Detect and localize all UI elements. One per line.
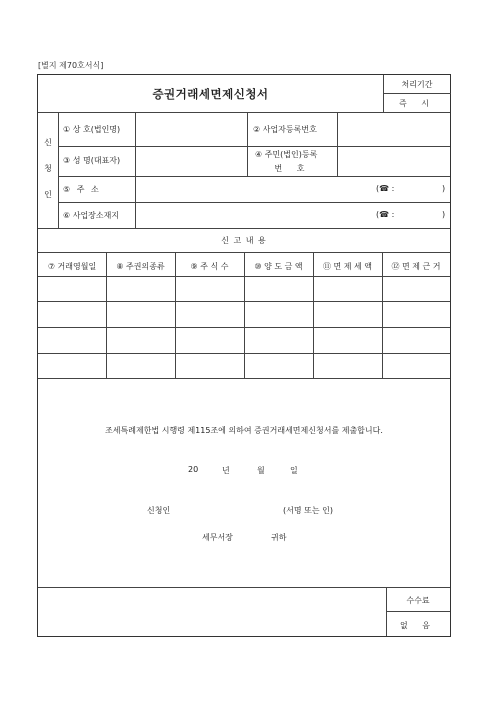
honorific-label: 귀하 (271, 533, 287, 542)
applicant-section-char: 인 (44, 190, 52, 199)
divider (38, 378, 450, 379)
day-label: 일 (290, 466, 298, 475)
table-row[interactable] (39, 328, 449, 352)
applicant-section-char: 청 (44, 164, 52, 173)
form-id: [별지 제70호서식] (38, 61, 104, 70)
divider (58, 112, 59, 228)
signature-label: (서명 또는 인) (283, 506, 333, 515)
processing-period-value: 즉 시 (399, 99, 435, 108)
workplace-phone-label: (☎ : (376, 210, 395, 219)
address-label: ⑤ 주 소 (63, 185, 101, 194)
resident-no-field[interactable] (338, 147, 449, 175)
form-title: 증권거래세면제신청서 (152, 87, 269, 101)
address-phone-close: ) (442, 184, 446, 193)
name-field[interactable] (136, 147, 246, 175)
workplace-phone-field[interactable] (398, 203, 442, 227)
divider (383, 93, 451, 94)
year-prefix: 20 (188, 465, 199, 474)
table-row[interactable] (39, 277, 449, 300)
table-header: ⑨ 주 식 수 (190, 262, 229, 271)
applicant-sign-label: 신청인 (147, 506, 171, 515)
fee-label: 수수료 (406, 596, 430, 605)
resident-no-label: ④ 주민(법인)등록 (255, 150, 318, 159)
table-header: ⑩ 양 도 금 액 (254, 262, 303, 271)
name-label: ③ 성 명(대표자) (63, 156, 121, 165)
table-header: ⑧ 주권의종류 (116, 262, 165, 271)
table-row[interactable] (39, 354, 449, 377)
address-phone-label: (☎ : (376, 184, 395, 193)
workplace-label: ⑥ 사업장소재지 (63, 211, 120, 220)
resident-no-label-2: 번 호 (274, 164, 311, 173)
divider (38, 228, 450, 229)
fee-value: 없 음 (400, 621, 436, 630)
report-section-title: 신 고 내 용 (221, 236, 267, 245)
address-phone-field[interactable] (398, 177, 442, 201)
table-header: ⑦ 거래영월일 (47, 262, 97, 271)
trade-name-label: ① 상 호(법인명) (63, 125, 121, 134)
year-label: 년 (222, 466, 230, 475)
divider (38, 587, 450, 588)
processing-period-label: 처리기간 (401, 80, 433, 89)
applicant-sign-field[interactable] (178, 501, 278, 517)
applicant-section-char: 신 (44, 138, 52, 147)
workplace-phone-close: ) (442, 210, 446, 219)
business-reg-no-field[interactable] (338, 113, 449, 145)
table-row[interactable] (39, 302, 449, 326)
declaration-statement: 조세특례제한법 시행령 제115조에 의하여 증권거래세면제신청서를 제출합니다. (105, 426, 383, 435)
table-header: ⑫ 면 제 근 거 (391, 262, 441, 271)
month-label: 월 (257, 466, 265, 475)
address-field[interactable] (136, 177, 376, 201)
recipient-label: 세무서장 (202, 533, 233, 542)
application-form (37, 74, 451, 637)
workplace-field[interactable] (136, 203, 376, 227)
divider (386, 611, 450, 612)
table-header: ⑪ 면 제 세 액 (322, 262, 373, 271)
business-reg-no-label: ② 사업자등록번호 (253, 125, 317, 134)
trade-name-field[interactable] (136, 113, 246, 145)
